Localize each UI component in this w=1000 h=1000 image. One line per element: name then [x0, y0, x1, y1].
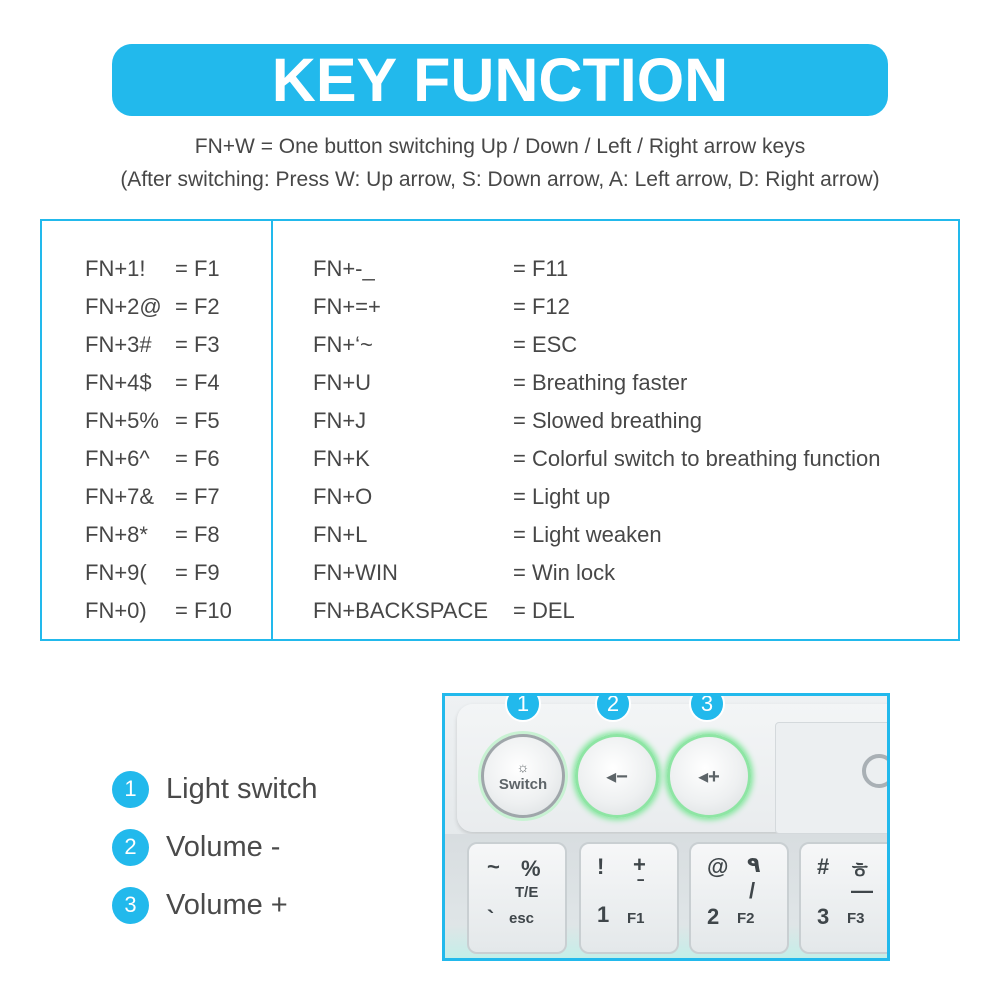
volume-down-icon: ◂− — [606, 765, 628, 788]
shortcut-function: = Win lock — [513, 560, 616, 585]
table-row — [85, 478, 232, 516]
legend-item — [112, 760, 318, 818]
legend-item — [112, 818, 318, 876]
brand-logo-icon — [862, 754, 890, 788]
shortcut-function: = F6 — [175, 446, 220, 471]
keyboard-top-panel — [457, 693, 890, 832]
shortcut-key: FN+L — [313, 522, 368, 547]
legend-number-badge: 1 — [112, 771, 149, 808]
keycap-row — [445, 834, 890, 961]
table-row — [85, 250, 232, 288]
legend-number-badge: 2 — [112, 829, 149, 866]
shortcut-key: FN+9( — [85, 560, 147, 585]
shortcut-function: = DEL — [513, 598, 575, 623]
shortcut-key: FN+2@ — [85, 294, 162, 319]
shortcut-key: FN+O — [313, 484, 373, 509]
key-f1[interactable]: ! + ˉ 1 F1 — [579, 842, 679, 954]
key-f3[interactable]: # ㅎ — 3 F3 — [799, 842, 890, 954]
table-row — [85, 402, 232, 440]
legend-label: Volume - — [166, 830, 281, 863]
legend-label: Light switch — [166, 772, 318, 805]
table-row — [313, 326, 880, 364]
shortcut-function: = F10 — [175, 598, 232, 623]
table-right-column — [313, 250, 880, 630]
volume-down-button[interactable] — [575, 734, 659, 818]
table-left-column — [85, 250, 232, 630]
shortcut-function: = F12 — [513, 294, 570, 319]
table-row — [313, 592, 880, 630]
table-row — [313, 554, 880, 592]
shortcut-key: FN+BACKSPACE — [313, 598, 489, 623]
shortcut-key: FN+5% — [85, 408, 159, 433]
shortcut-function: = F3 — [175, 332, 220, 357]
shortcut-function: = F1 — [175, 256, 220, 281]
shortcut-key: FN+7& — [85, 484, 155, 509]
shortcut-function: = ESC — [513, 332, 578, 357]
table-row — [313, 440, 880, 478]
table-row — [313, 364, 880, 402]
shortcut-function: = F11 — [513, 256, 569, 281]
key-function-table — [40, 219, 960, 641]
shortcut-key: FN+1! — [85, 256, 146, 281]
shortcut-function: = F8 — [175, 522, 220, 547]
shortcut-key: FN+0) — [85, 598, 147, 623]
table-row — [313, 516, 880, 554]
shortcut-function: = Colorful switch to breathing function — [513, 446, 881, 471]
badge-2: 2 — [595, 693, 631, 722]
shortcut-key: FN+4$ — [85, 370, 152, 395]
intro-line-1: FN+W = One button switching Up / Down / Left / Right arrow keys — [194, 135, 806, 158]
table-row — [313, 402, 880, 440]
shortcut-key: FN+‘~ — [313, 332, 373, 357]
switch-label: Switch — [498, 775, 548, 793]
shortcut-function: = F2 — [175, 294, 220, 319]
table-row — [313, 288, 880, 326]
title-banner — [112, 44, 888, 116]
badge-3: 3 — [689, 693, 725, 722]
key-esc[interactable]: ~ % T/E ` esc — [467, 842, 567, 954]
shortcut-key: FN+3# — [85, 332, 152, 357]
shortcut-key: FN+-_ — [313, 256, 375, 281]
shortcut-key: FN+K — [313, 446, 370, 471]
shortcut-function: = Slowed breathing — [513, 408, 702, 433]
shortcut-function: = F5 — [175, 408, 220, 433]
table-row — [85, 516, 232, 554]
sun-icon: ☼ — [516, 758, 530, 775]
button-legend — [112, 760, 318, 934]
keyboard-photo — [442, 693, 890, 961]
table-row — [313, 478, 880, 516]
shortcut-key: FN+WIN — [313, 560, 398, 585]
table-divider — [271, 221, 273, 639]
shortcut-function: = Breathing faster — [513, 370, 688, 395]
shortcut-function: = Light weaken — [513, 522, 662, 547]
table-row — [85, 326, 232, 364]
table-row — [313, 250, 880, 288]
key-f2[interactable]: @ ۹ / 2 F2 — [689, 842, 789, 954]
table-row — [85, 288, 232, 326]
shortcut-key: FN+6^ — [85, 446, 150, 471]
shortcut-function: = F7 — [175, 484, 220, 509]
shortcut-key: FN+=+ — [313, 294, 381, 319]
shortcut-function: = F9 — [175, 560, 220, 585]
shortcut-function: = F4 — [175, 370, 220, 395]
light-switch-button[interactable] — [481, 734, 565, 818]
legend-item — [112, 876, 318, 934]
table-row — [85, 554, 232, 592]
legend-number-badge: 3 — [112, 887, 149, 924]
badge-1: 1 — [505, 693, 541, 722]
page-title: KEY FUNCTION — [271, 45, 729, 114]
shortcut-key: FN+U — [313, 370, 372, 395]
intro-line-2: (After switching: Press W: Up arrow, S: Down arrow, A: Left arrow, D: Right arrow) — [120, 168, 880, 191]
shortcut-key: FN+J — [313, 408, 367, 433]
table-row — [85, 364, 232, 402]
table-row — [85, 440, 232, 478]
volume-up-icon: ◂+ — [698, 765, 720, 788]
volume-up-button[interactable] — [667, 734, 751, 818]
shortcut-key: FN+8* — [85, 522, 148, 547]
shortcut-function: = Light up — [513, 484, 611, 509]
legend-label: Volume + — [166, 888, 288, 921]
table-row — [85, 592, 232, 630]
